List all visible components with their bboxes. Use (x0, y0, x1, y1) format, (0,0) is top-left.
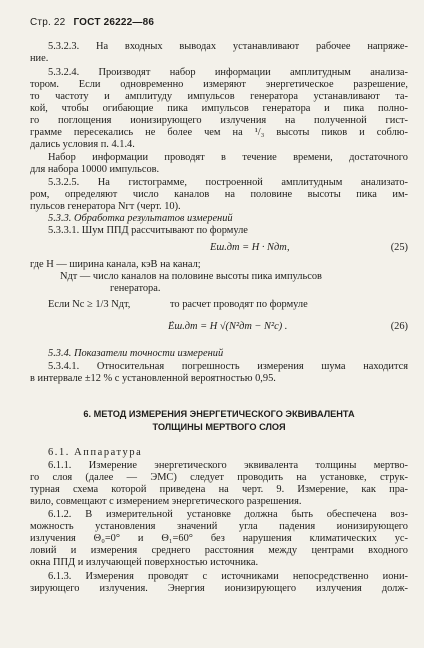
subsection-heading: 5.3.3. Обработка результатов измерений (48, 213, 233, 224)
paragraph-line: в интервале ±12 % с установленной вероятностью 0,95. (30, 373, 276, 384)
subsection-heading: 6.1. Аппаратура (48, 447, 143, 458)
paragraph-line: 5.3.4.1. Относительная погрешность измерения шума находится (48, 361, 408, 372)
paragraph-line: окна ППД и излучающей поверхностью источника. (30, 557, 259, 568)
paragraph-line: 5.3.2.3. На входных выводах устанавливают рабочее напряже- (48, 41, 408, 52)
paragraph-line: 5.3.2.5. На гистограмме, построенной амплитудным анализато- (48, 177, 408, 188)
paragraph-line: дались условия п. 4.1.4. (30, 139, 135, 150)
paragraph-line: Набор информации проводят в течение времени, достаточного (48, 152, 408, 163)
paragraph-line: для набора 10000 импульсов. (30, 164, 160, 175)
page-number: Стр. 22 (30, 17, 66, 28)
paragraph-line: грамме пересекались не более чем на ¹/₃ высоты пиков и соблю- (30, 127, 408, 138)
paragraph-line: излучения Θ₀=0° и Θ₁=60° без нарушения климатических ус- (30, 533, 408, 544)
paragraph-line: тором. Если одновременно измеряют энергетическое разрешение, (30, 79, 408, 90)
paragraph-line: зирующего излучения. Энергия ионизирующего излучения долж- (30, 583, 408, 594)
paragraph-line: 5.3.2.4. Производят набор информации амплитудным анализа- (48, 67, 408, 78)
section-title: 6. МЕТОД ИЗМЕРЕНИЯ ЭНЕРГЕТИЧЕСКОГО ЭКВИВАЛЕНТА (83, 409, 355, 419)
page-header (30, 17, 408, 29)
paragraph-line: пульсов генератора Nгт (черт. 10). (30, 201, 181, 212)
where-line: Nдт — число каналов на половине высоты пика импульсов (60, 271, 322, 282)
paragraph-line: турная схема которой приведена на черт. 9. Измерение, как пра- (30, 484, 408, 495)
paragraph-line: го слоя (далее — ЭМС) следует проводить на установке, струк- (30, 472, 408, 483)
where-line: генератора. (110, 283, 161, 294)
paragraph-line: вило, совмещают с измерением энергетического разрешения. (30, 496, 302, 507)
formula-25: Eш.дт = H · Nдт, (210, 242, 290, 253)
paragraph-line: ловий и измерения среднего расстояния между центрами входного (30, 545, 408, 556)
paragraph-line: 6.1.1. Измерение энергетического эквивалента толщины мертво- (48, 460, 408, 471)
paragraph-line: ром, определяют число каналов на половине высоты пика им- (30, 189, 408, 200)
condition-text: то расчет проводят по формуле (170, 299, 308, 310)
section-title: ТОЛЩИНЫ МЕРТВОГО СЛОЯ (152, 422, 286, 432)
formula-number-25: (25) (390, 242, 408, 253)
formula-number-26: (26) (390, 321, 408, 332)
subsection-heading: 5.3.4. Показатели точности измерений (48, 348, 224, 359)
paragraph-line: ние. (30, 53, 49, 64)
standard-code: ГОСТ 26222—86 (73, 17, 155, 28)
formula-26: Ẽш.дт = H √(N²дт − N²с) . (168, 321, 288, 332)
paragraph-line: то частоту и амплитуду импульсов генератора устанавливают та- (30, 91, 408, 102)
paragraph-line: 6.1.2. В измерительной установке должна быть обеспечена воз- (48, 509, 408, 520)
paragraph-line: 5.3.3.1. Шум ППД рассчитывают по формуле (48, 225, 248, 236)
condition: Если Nс ≥ 1/3 Nдт, (48, 299, 131, 310)
paragraph-line: 6.1.3. Измерения проводят с источниками непосредственно иони- (48, 571, 408, 582)
paragraph-line: кой, чтобы огибающие пика импульсов генератора и пика полно- (30, 103, 408, 114)
paragraph-line: го поглощения ионизирующего излучения на полученной гист- (30, 115, 408, 126)
paragraph-line: можность установления значений угла падения ионизирующего (30, 521, 408, 532)
where-line: где H — ширина канала, кэВ на канал; (30, 259, 201, 270)
